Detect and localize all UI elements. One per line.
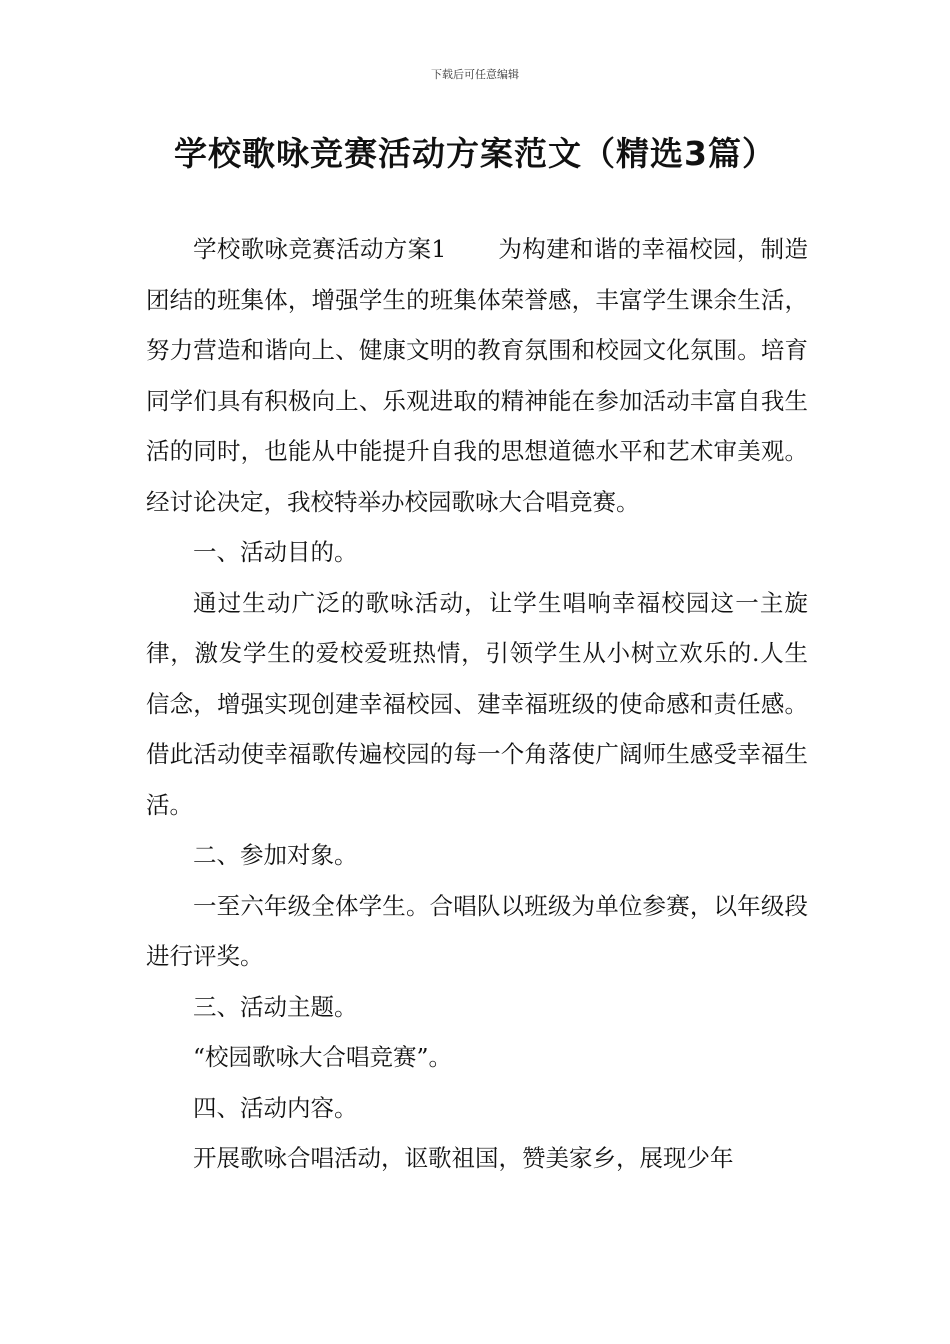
intro-paragraph [146,224,808,527]
section-heading: 三、活动主题。 [193,992,358,1021]
document-title: 学校歌咏竞赛活动方案范文（精选3篇） [174,134,776,173]
section-body: 开展歌咏合唱活动，讴歌祖国，赞美家乡，展现少年 [193,1144,734,1172]
section-body: 通过生动广泛的歌咏活动，让学生唱响幸福校园这一主旋律，激发学生的爱校爱班热情，引领学生从小树立欢乐的.人生信念，增强实现创建幸福校园、建幸福班级的使命感和责任感。借此活动使幸福歌传遍校园的每一个角落使广阔师生感受幸福生活。 [146,588,808,819]
section-heading: 二、参加对象。 [193,841,358,869]
section-heading: 一、活动目的。 [193,538,358,566]
section-heading: 四、活动内容。 [193,1093,358,1122]
section-body: 一至六年级全体学生。合唱队以班级为单位参赛，以年级段进行评奖。 [146,891,808,970]
intro-label: 学校歌咏竞赛活动方案1 [193,235,447,263]
document-body [146,224,808,1184]
section-body: “校园歌咏大合唱竞赛”。 [193,1043,453,1071]
page-header: 下载后可任意编辑 [431,68,519,81]
intro-text: 为构建和谐的幸福校园，制造团结的班集体，增强学生的班集体荣誉感，丰富学生课余生活，努力营造和谐向上、健康文明的教育氛围和校园文化氛围。培育同学们具有积极向上、乐观进取的精神能在参加活动丰富自我生活的同时，也能从中能提升自我的思想道德水平和艺术审美观。经讨论决定，我校特举办校园歌咏大合唱竞赛。 [146,235,809,516]
